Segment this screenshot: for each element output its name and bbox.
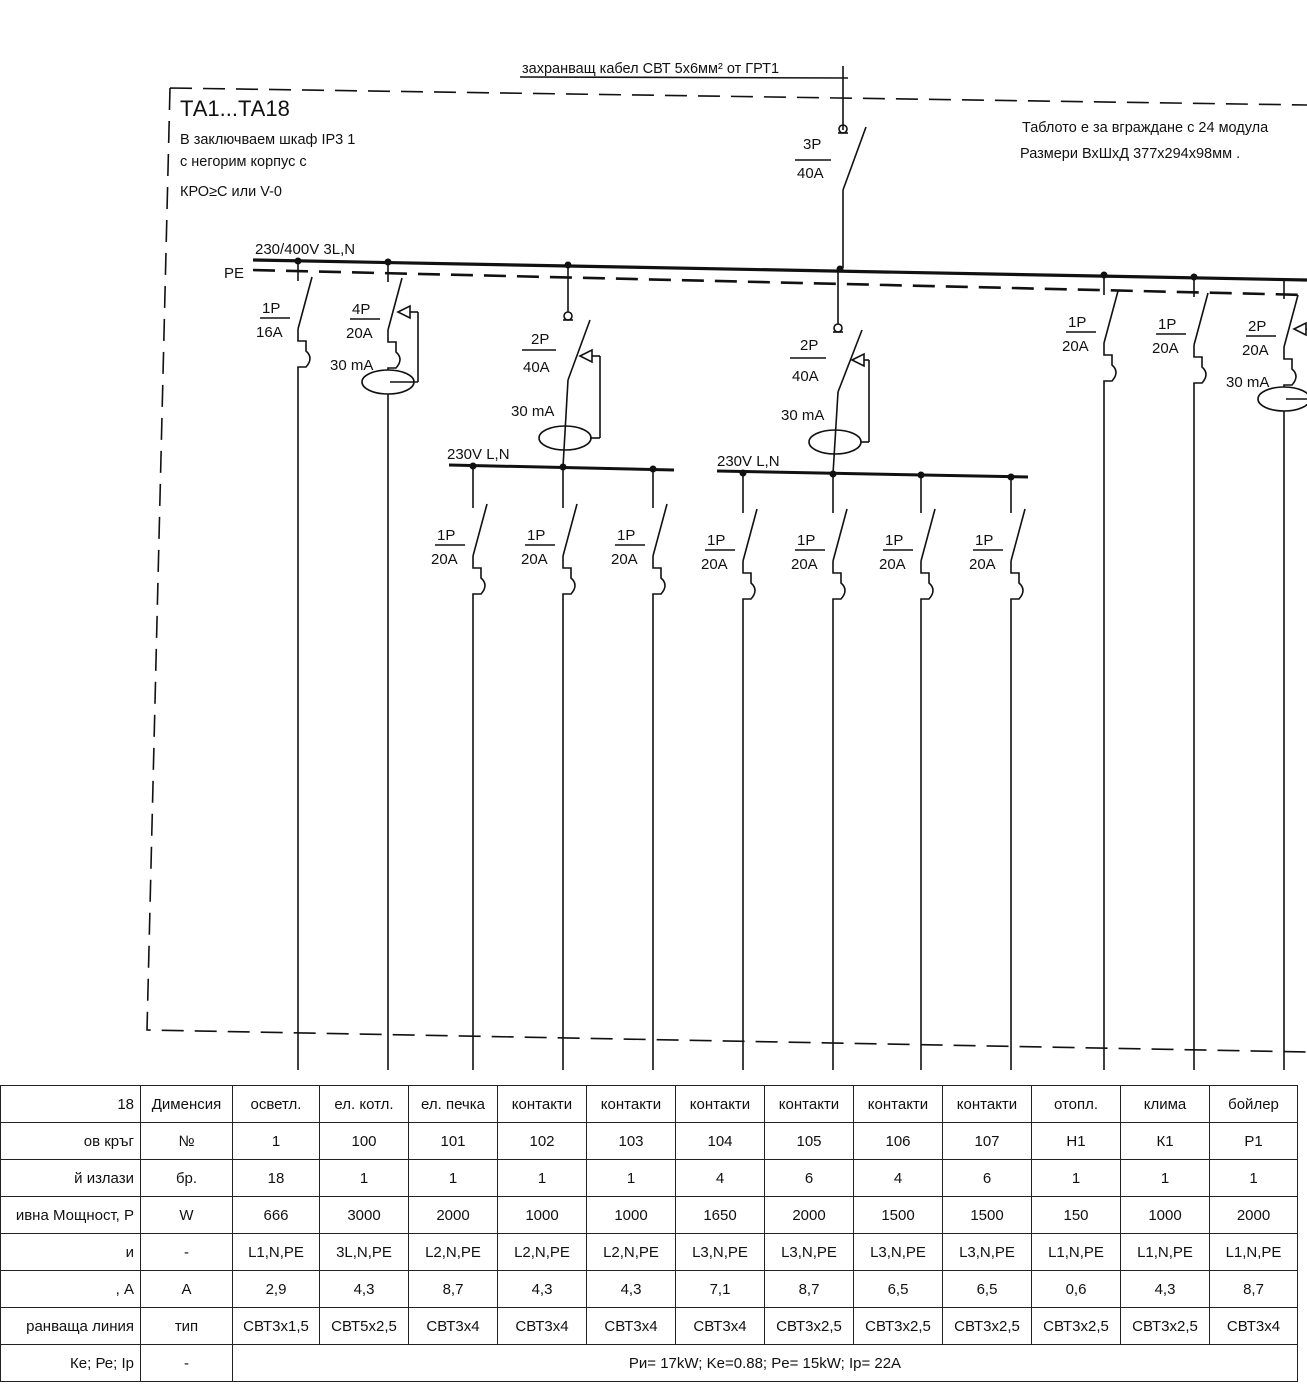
table-header-label: 18 [1, 1086, 141, 1123]
table-cell: 1 [498, 1160, 587, 1197]
table-cell: К1 [1121, 1123, 1210, 1160]
table-cell: 2000 [409, 1197, 498, 1234]
panel-title: ТА1...ТА18 [180, 96, 290, 121]
table-cell: 101 [409, 1123, 498, 1160]
circuit-name: контакти [498, 1086, 587, 1123]
circuit-name: контакти [587, 1086, 676, 1123]
table-cell: L3,N,PE [765, 1234, 854, 1271]
pe-label: PE [224, 265, 245, 282]
table-cell: 1 [320, 1160, 409, 1197]
table-cell: 3000 [320, 1197, 409, 1234]
table-cell: 1000 [1121, 1197, 1210, 1234]
table-cell: Н1 [1032, 1123, 1121, 1160]
panel-info-2: Размери ВхШхД 377х294х98мм . [1020, 146, 1241, 162]
breaker-rating-2: 40A [523, 359, 550, 376]
main-busbar [253, 260, 1307, 280]
table-cell: 103 [587, 1123, 676, 1160]
breaker-contact [1011, 509, 1025, 561]
breaker-poles-10: 1P [707, 532, 726, 549]
table-cell: СВТ3х4 [1210, 1308, 1298, 1345]
table-cell: L1,N,PE [1210, 1234, 1298, 1271]
trip-element [833, 561, 845, 601]
breaker-contact [1194, 293, 1208, 345]
breaker-contact [388, 278, 402, 330]
table-cell: L2,N,PE [587, 1234, 676, 1271]
table-cell: L3,N,PE [676, 1234, 765, 1271]
breaker-contact [298, 277, 312, 329]
breaker-poles-9: 1P [617, 527, 636, 544]
circuit-name: ел. печка [409, 1086, 498, 1123]
breaker-rating-13: 20A [969, 556, 996, 573]
trip-element [388, 330, 400, 370]
circuit-name: отопл. [1032, 1086, 1121, 1123]
table-cell: 100 [320, 1123, 409, 1160]
summary-label: Ке; Ре; Iр [1, 1345, 141, 1382]
sub-busbar-2 [717, 471, 1028, 477]
table-row [1, 1271, 1298, 1308]
table-header-row [1, 1086, 1298, 1123]
table-cell: 1 [1210, 1160, 1298, 1197]
table-cell: 8,7 [1210, 1271, 1298, 1308]
table-cell: Р1 [1210, 1123, 1298, 1160]
table-cell: 1500 [943, 1197, 1032, 1234]
table-cell: 107 [943, 1123, 1032, 1160]
circuit-name: контакти [765, 1086, 854, 1123]
table-cell: СВТ3х4 [676, 1308, 765, 1345]
pe-conductor [253, 270, 1307, 295]
table-row [1, 1160, 1298, 1197]
trip-element [563, 556, 575, 596]
circuit-name: бойлер [1210, 1086, 1298, 1123]
circuit-name: клима [1121, 1086, 1210, 1123]
breaker-poles-13: 1P [975, 532, 994, 549]
breaker-rating-11: 20A [791, 556, 818, 573]
breaker-contact [653, 504, 667, 556]
table-cell: L1,N,PE [1121, 1234, 1210, 1271]
breaker-poles-6: 2P [1248, 318, 1267, 335]
rcd-label-6: 30 mA [1226, 374, 1270, 391]
table-cell: 6,5 [943, 1271, 1032, 1308]
table-row [1, 1234, 1298, 1271]
summary-unit: - [141, 1345, 233, 1382]
row-label: ов кръг [1, 1123, 141, 1160]
table-cell: СВТ3х2,5 [1032, 1308, 1121, 1345]
table-cell: 7,1 [676, 1271, 765, 1308]
trip-element [653, 556, 665, 596]
breaker-poles-5: 1P [1158, 316, 1177, 333]
table-cell: 1650 [676, 1197, 765, 1234]
circuit-name: контакти [676, 1086, 765, 1123]
breaker-poles-4: 1P [1068, 314, 1087, 331]
trip-element [473, 556, 485, 596]
panel-note-1: В заключваем шкаф IP3 1 [180, 132, 356, 148]
sub-bus-label-1: 230V L,N [447, 446, 510, 463]
panel-note-2: с негорим корпус с [180, 154, 307, 170]
trip-element [743, 561, 755, 601]
table-cell: 2000 [1210, 1197, 1298, 1234]
table-cell: 4,3 [320, 1271, 409, 1308]
table-cell: L2,N,PE [498, 1234, 587, 1271]
breaker-contact [563, 504, 577, 556]
breaker-rating-3: 40A [792, 368, 819, 385]
table-cell: 1000 [587, 1197, 676, 1234]
breaker-rating-5: 20A [1152, 340, 1179, 357]
table-cell: 3L,N,PE [320, 1234, 409, 1271]
row-unit: А [141, 1271, 233, 1308]
trip-element [921, 561, 933, 601]
table-cell: СВТ3х2,5 [1121, 1308, 1210, 1345]
trip-element [1194, 345, 1206, 385]
table-cell: СВТ3х2,5 [943, 1308, 1032, 1345]
table-cell: 1 [409, 1160, 498, 1197]
breaker-poles-2: 2P [531, 331, 550, 348]
table-cell: 666 [233, 1197, 320, 1234]
circuit-name: контакти [854, 1086, 943, 1123]
breaker-rating-9: 20A [611, 551, 638, 568]
table-cell: СВТ3х1,5 [233, 1308, 320, 1345]
table-cell: 2,9 [233, 1271, 320, 1308]
breaker-rating-1: 20A [346, 325, 373, 342]
panel-info-1: Таблото е за вграждане с 24 модула [1022, 120, 1269, 136]
table-cell: СВТ5х2,5 [320, 1308, 409, 1345]
breaker-rating-7: 20A [431, 551, 458, 568]
table-cell: 0,6 [1032, 1271, 1121, 1308]
summary-text: Pи= 17kW; Ke=0.88; Pe= 15kW; Iр= 22A [233, 1345, 1298, 1382]
main-bus-label: 230/400V 3L,N [255, 241, 356, 258]
main-breaker-poles: 3P [803, 136, 822, 153]
summary-row [1, 1345, 1298, 1382]
row-label: ранваща линия [1, 1308, 141, 1345]
row-unit: № [141, 1123, 233, 1160]
main-breaker-rating: 40A [797, 165, 824, 182]
breaker-rating-10: 20A [701, 556, 728, 573]
breaker-rating-6: 20A [1242, 342, 1269, 359]
table-cell: L3,N,PE [943, 1234, 1032, 1271]
row-label: , А [1, 1271, 141, 1308]
table-cell: L1,N,PE [1032, 1234, 1121, 1271]
table-cell: 1 [587, 1160, 676, 1197]
rcd-label-1: 30 mA [330, 357, 374, 374]
table-cell: 1 [1032, 1160, 1121, 1197]
table-cell: L2,N,PE [409, 1234, 498, 1271]
breaker-poles-12: 1P [885, 532, 904, 549]
table-cell: 2000 [765, 1197, 854, 1234]
table-cell: 6,5 [854, 1271, 943, 1308]
breaker-rating-8: 20A [521, 551, 548, 568]
trip-element [298, 329, 310, 369]
row-label: й излази [1, 1160, 141, 1197]
breaker-contact [921, 509, 935, 561]
table-cell: 4 [854, 1160, 943, 1197]
circuit-name: осветл. [233, 1086, 320, 1123]
breaker-rating-4: 20A [1062, 338, 1089, 355]
table-cell: 18 [233, 1160, 320, 1197]
table-row [1, 1197, 1298, 1234]
breaker-poles-7: 1P [437, 527, 456, 544]
table-cell: 105 [765, 1123, 854, 1160]
row-unit: W [141, 1197, 233, 1234]
breaker-rating-0: 16A [256, 324, 283, 341]
table-cell: 6 [943, 1160, 1032, 1197]
table-cell: СВТ3х2,5 [765, 1308, 854, 1345]
row-label: и [1, 1234, 141, 1271]
rcd-label-2: 30 mA [511, 403, 555, 420]
trip-element [1011, 561, 1023, 601]
breaker-poles-0: 1P [262, 300, 281, 317]
rcd-trigger [1294, 323, 1306, 335]
table-cell: 8,7 [765, 1271, 854, 1308]
breaker-poles-8: 1P [527, 527, 546, 544]
rcd-label-3: 30 mA [781, 407, 825, 424]
trip-element [1284, 347, 1296, 387]
breaker-contact [833, 509, 847, 561]
table-cell: СВТ3х4 [587, 1308, 676, 1345]
rcd-trigger [398, 306, 410, 318]
panel-note-3: КРО≥С или V-0 [180, 184, 282, 200]
circuit-table [0, 1085, 1298, 1382]
feed-cable-label: захранващ кабел СВТ 5х6мм² от ГРТ1 [522, 61, 780, 77]
breaker-contact [1284, 295, 1298, 347]
breaker-poles-3: 2P [800, 337, 819, 354]
table-cell: 4,3 [1121, 1271, 1210, 1308]
table-row [1, 1308, 1298, 1345]
dimension-header: Димeнсия [141, 1086, 233, 1123]
row-unit: тип [141, 1308, 233, 1345]
breaker-rating-12: 20A [879, 556, 906, 573]
table-cell: 1500 [854, 1197, 943, 1234]
breaker-poles-1: 4P [352, 301, 371, 318]
table-cell: 102 [498, 1123, 587, 1160]
trip-element [1104, 343, 1116, 383]
table-cell: СВТ3х4 [409, 1308, 498, 1345]
table-cell: 150 [1032, 1197, 1121, 1234]
table-cell: 8,7 [409, 1271, 498, 1308]
table-cell: L3,N,PE [854, 1234, 943, 1271]
row-label: ивна Мощност, Р [1, 1197, 141, 1234]
table-cell: СВТ3х2,5 [854, 1308, 943, 1345]
circuit-name: контакти [943, 1086, 1032, 1123]
table-cell: 6 [765, 1160, 854, 1197]
row-unit: - [141, 1234, 233, 1271]
circuit-name: ел. котл. [320, 1086, 409, 1123]
breaker-contact [743, 509, 757, 561]
table-cell: L1,N,PE [233, 1234, 320, 1271]
table-cell: 4,3 [587, 1271, 676, 1308]
table-cell: СВТ3х4 [498, 1308, 587, 1345]
table-cell: 106 [854, 1123, 943, 1160]
table-cell: 1000 [498, 1197, 587, 1234]
table-cell: 4 [676, 1160, 765, 1197]
table-row [1, 1123, 1298, 1160]
table-cell: 1 [233, 1123, 320, 1160]
sub-bus-label-2: 230V L,N [717, 453, 780, 470]
row-unit: бр. [141, 1160, 233, 1197]
breaker-contact [1104, 291, 1118, 343]
breaker-contact [473, 504, 487, 556]
table-cell: 4,3 [498, 1271, 587, 1308]
table-cell: 1 [1121, 1160, 1210, 1197]
breaker-poles-11: 1P [797, 532, 816, 549]
table-cell: 104 [676, 1123, 765, 1160]
